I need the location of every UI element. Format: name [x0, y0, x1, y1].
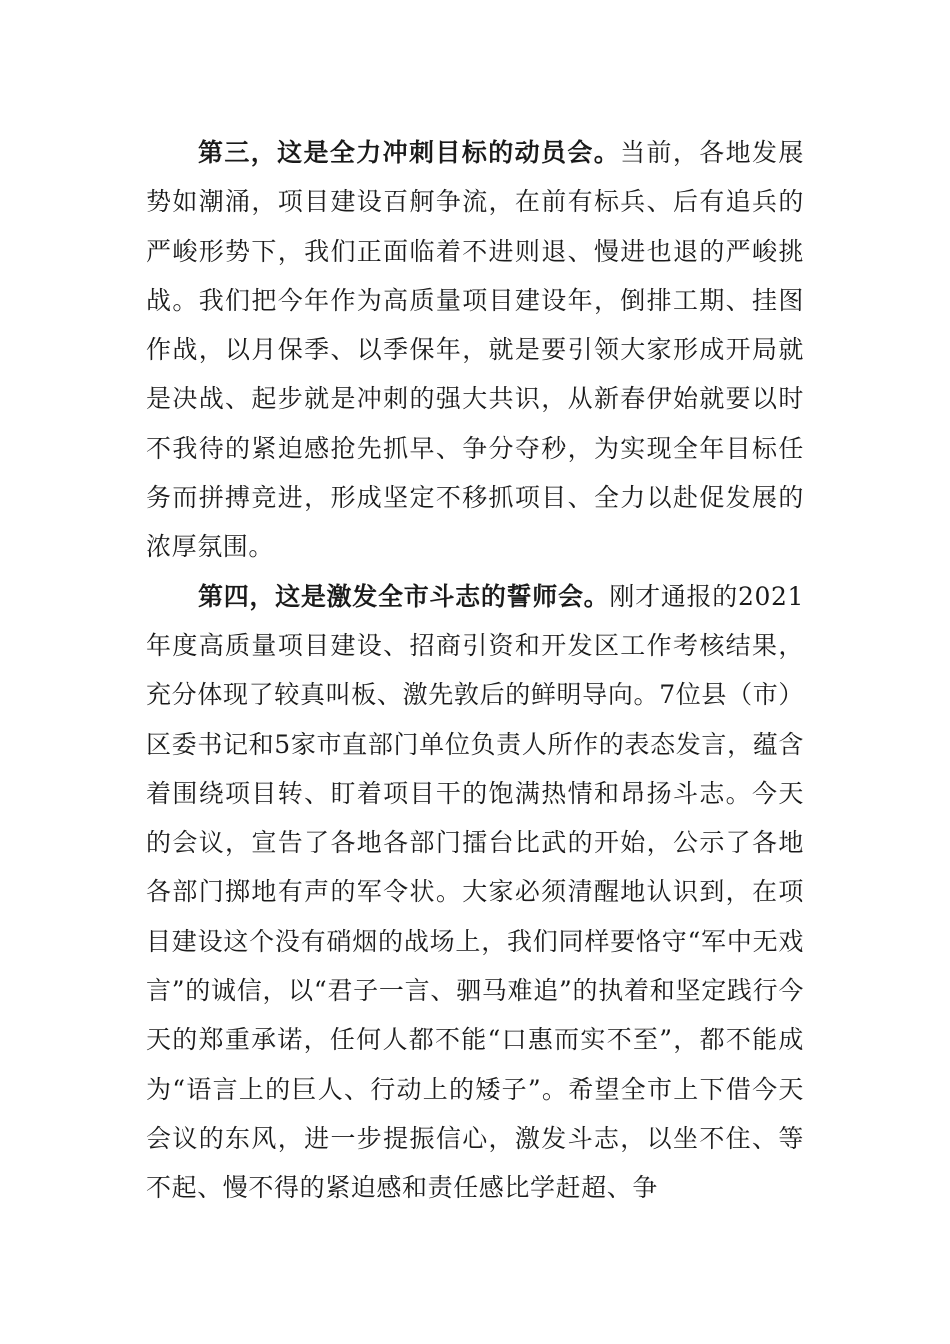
- paragraph-body: 当前，各地发展势如潮涌，项目建设百舸争流，在前有标兵、后有追兵的严峻形势下，我们正面临着不进则退、慢进也退的严峻挑战。我们把今年作为高质量项目建设年，倒排工期、挂图作战，以月保季、以季保年，就是要引领大家形成开局就是决战、起步就是冲刺的强大共识，从新春伊始就要以时不我待的紧迫感抢先抓早、争分夺秒，为实现全年目标任务而拼搏竞进，形成坚定不移抓项目、全力以赴促发展的浓厚氛围。: [146, 138, 804, 562]
- paragraph-third: [146, 128, 804, 572]
- paragraph-heading: 第四，这是激发全市斗志的誓师会。: [198, 581, 610, 611]
- body-text: [146, 128, 804, 1213]
- paragraph-body: 刚才通报的2021年度高质量项目建设、招商引资和开发区工作考核结果，充分体现了较真叫板、激先敦后的鲜明导向。7位县（市）区委书记和5家市直部门单位负责人所作的表态发言，蕴含着围绕项目转、盯着项目干的饱满热情和昂扬斗志。今天的会议，宣告了各地各部门擂台比武的开始，公示了各地各部门掷地有声的军令状。大家必须清醒地认识到，在项目建设这个没有硝烟的战场上，我们同样要恪守“军中无戏言”的诚信，以“君子一言、驷马难追”的执着和坚定践行今天的郑重承诺，任何人都不能“口惠而实不至”，都不能成为“语言上的巨人、行动上的矮子”。希望全市上下借今天会议的东风，进一步提振信心，激发斗志，以坐不住、等不起、慢不得的紧迫感和责任感比学赶超、争: [146, 581, 804, 1203]
- paragraph-fourth: [146, 572, 804, 1213]
- paragraph-heading: 第三，这是全力冲刺目标的动员会。: [198, 138, 621, 167]
